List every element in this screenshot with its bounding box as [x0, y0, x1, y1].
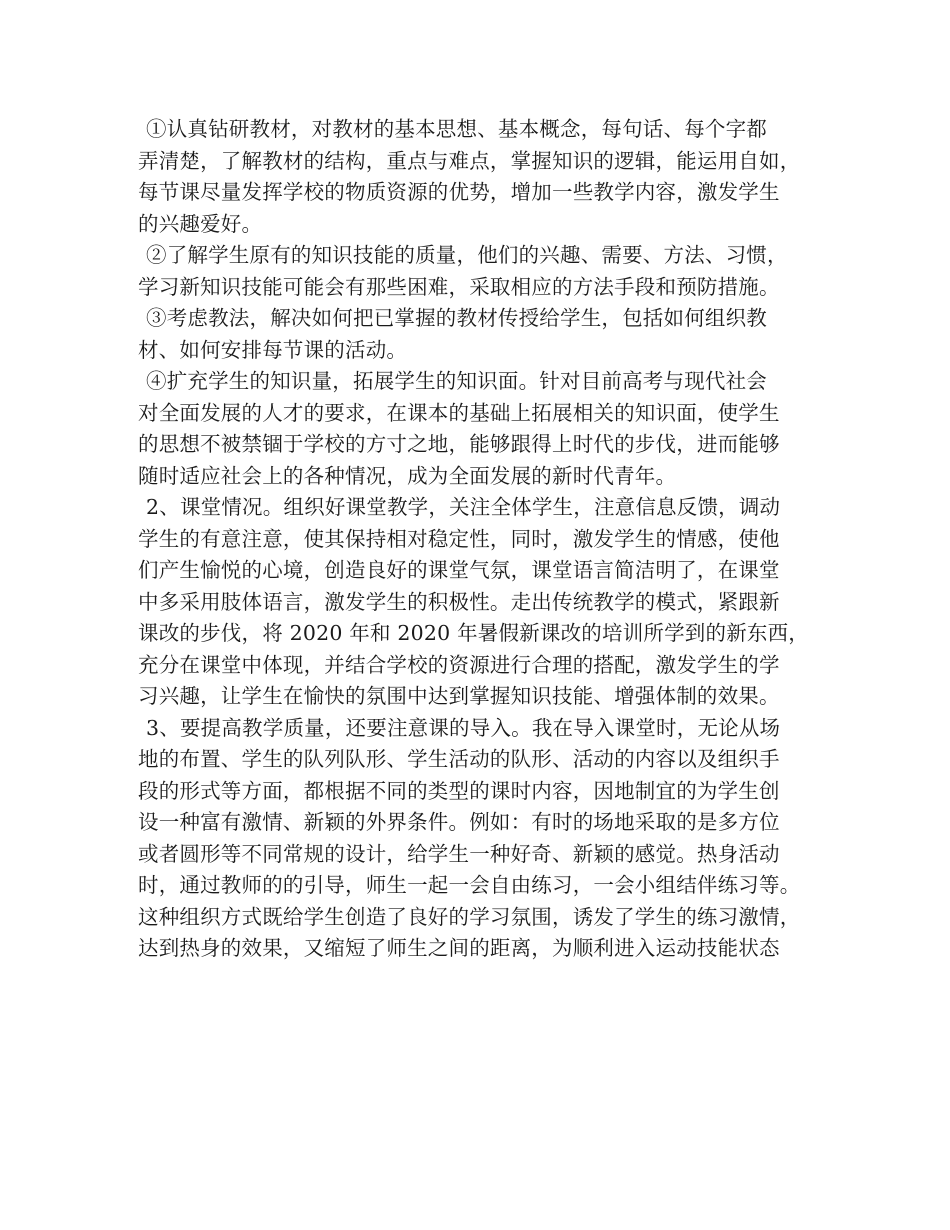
- text-line: 学习新知识技能可能会有那些困难，采取相应的方法手段和预防措施。: [138, 274, 780, 299]
- text-line: 地的布置、学生的队列队形、学生活动的队形、活动的内容以及组织手: [138, 747, 780, 771]
- text-line: 的兴趣爱好。: [138, 211, 263, 236]
- text-line: 随时适应社会上的各种情况，成为全面发展的新时代青年。: [138, 463, 677, 488]
- text-line: ④扩充学生的知识量，拓展学生的知识面。针对目前高考与现代社会: [146, 369, 767, 393]
- text-line: 材、如何安排每节课的活动。: [138, 337, 408, 362]
- body-text: [138, 114, 828, 965]
- text-line: 3、要提高教学质量，还要注意课的导入。我在导入课堂时，无论从场: [146, 715, 781, 740]
- text-line: 2、课堂情况。组织好课堂教学，关注全体学生，注意信息反馈，调动: [146, 495, 781, 519]
- text-line: 设一种富有激情、新颖的外界条件。例如：有时的场地采取的是多方位: [138, 810, 780, 834]
- text-line: 段的形式等方面，都根据不同的类型的课时内容，因地制宜的为学生创: [138, 778, 780, 803]
- text-line: 这种组织方式既给学生创造了良好的学习氛围，诱发了学生的练习激情，: [138, 904, 801, 929]
- text-line: 弄清楚，了解教材的结构，重点与难点，掌握知识的逻辑，能运用自如，: [138, 148, 801, 173]
- text-line: 或者圆形等不同常规的设计，给学生一种好奇、新颖的感觉。热身活动: [138, 841, 780, 866]
- text-line: 学生的有意注意，使其保持相对稳定性，同时，激发学生的情感，使他: [138, 526, 780, 551]
- text-line: ①认真钻研教材，对教材的基本思想、基本概念，每句话、每个字都: [146, 117, 767, 141]
- text-line: 达到热身的效果，又缩短了师生之间的距离，为顺利进入运动技能状态: [138, 936, 780, 960]
- text-line: 充分在课堂中体现，并结合学校的资源进行合理的搭配，激发学生的学: [138, 652, 780, 677]
- text-line: 中多采用肢体语言，激发学生的积极性。走出传统教学的模式，紧跟新: [138, 589, 780, 614]
- text-line: 时，通过教师的的引导，师生一起一会自由练习，一会小组结伴练习等。: [138, 873, 801, 897]
- text-line: 习兴趣，让学生在愉快的氛围中达到掌握知识技能、增强体制的效果。: [138, 684, 780, 708]
- text-line: 们产生愉悦的心境，创造良好的课堂气氛，课堂语言简洁明了，在课堂: [138, 558, 780, 582]
- text-line: 课改的步伐，将 2020 年和 2020 年暑假新课改的培训所学到的新东西，: [138, 621, 810, 645]
- text-line: ③考虑教法，解决如何把已掌握的教材传授给学生，包括如何组织教: [146, 306, 767, 330]
- text-line: 的思想不被禁锢于学校的方寸之地，能够跟得上时代的步伐，进而能够: [138, 432, 780, 456]
- text-line: ②了解学生原有的知识技能的质量，他们的兴趣、需要、方法、习惯，: [146, 243, 788, 267]
- text-line: 每节课尽量发挥学校的物质资源的优势，增加一些教学内容，激发学生: [138, 180, 780, 204]
- text-line: 对全面发展的人才的要求，在课本的基础上拓展相关的知识面，使学生: [138, 400, 780, 425]
